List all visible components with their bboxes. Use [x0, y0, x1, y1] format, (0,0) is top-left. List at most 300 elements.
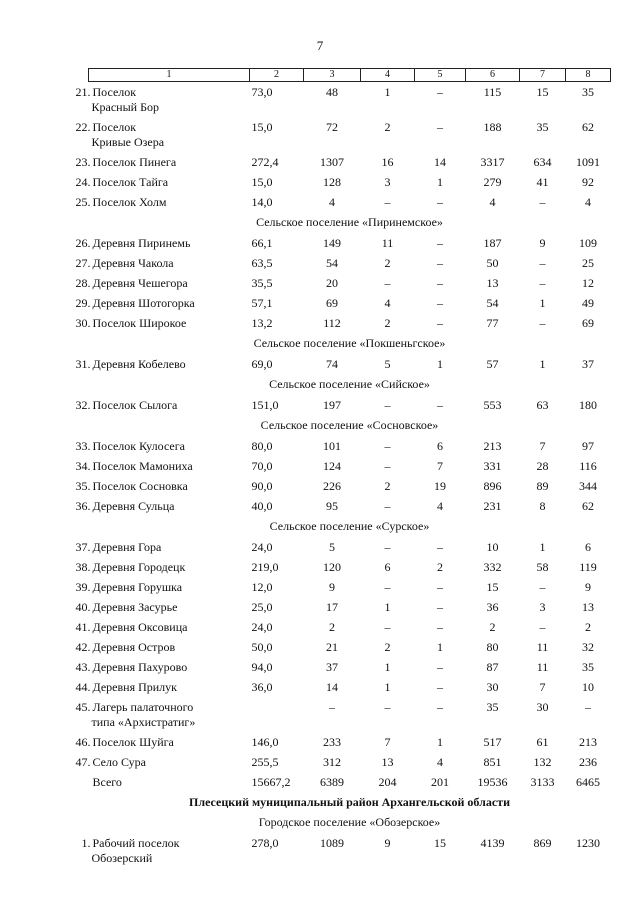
- value-cell-col-7: 8: [539, 499, 546, 513]
- row-number: 34.: [75, 459, 91, 473]
- value-cell-col-6: 331: [483, 459, 502, 473]
- settlement-name-cell: [75, 597, 250, 617]
- value-cell-col-5: 4: [437, 499, 443, 513]
- settlement-name: Село Сура: [92, 755, 146, 769]
- row-number: 47.: [75, 755, 91, 769]
- value-cell-col-7: 634: [533, 155, 552, 169]
- column-header-5: 5: [415, 69, 466, 82]
- row-number: 33.: [75, 439, 91, 453]
- section-heading-row: [89, 374, 611, 395]
- table-row: [89, 82, 611, 118]
- settlement-name-cell: [75, 436, 250, 456]
- row-number: 35.: [75, 479, 91, 493]
- table-row: [89, 253, 611, 273]
- value-cell-col-3: 37: [326, 660, 338, 674]
- value-cell-col-7: –: [539, 620, 546, 634]
- settlement-name-cell: [75, 537, 250, 557]
- settlement-name-cell: [75, 82, 250, 118]
- value-cell-col-2: 15,0: [251, 120, 273, 134]
- settlement-name-cell: [75, 557, 250, 577]
- value-cell-col-4: –: [384, 398, 391, 412]
- value-cell-col-5: 1: [437, 640, 443, 654]
- value-cell-col-2: 12,0: [251, 580, 273, 594]
- value-cell-col-6: 77: [486, 316, 499, 330]
- value-cell-col-3: 1089: [320, 836, 344, 850]
- row-number: 38.: [75, 560, 91, 574]
- value-cell-col-3: 21: [326, 640, 338, 654]
- value-cell-col-8: 69: [582, 316, 594, 330]
- value-cell-col-8: 13: [582, 600, 594, 614]
- header-row: [89, 69, 611, 82]
- value-cell-col-3: 233: [323, 735, 341, 749]
- value-cell-col-6: 87: [486, 660, 499, 674]
- column-header-2: 2: [250, 69, 304, 82]
- table-row: [89, 496, 611, 516]
- value-cell-col-5: –: [437, 85, 443, 99]
- value-cell-col-2: 66,1: [251, 236, 273, 250]
- row-number: 46.: [75, 735, 91, 749]
- value-cell-col-8: 25: [582, 256, 594, 270]
- section-heading-row: [89, 333, 611, 354]
- value-cell-col-4: 2: [384, 640, 391, 654]
- row-number: 40.: [75, 600, 91, 614]
- value-cell-col-5: –: [437, 540, 443, 554]
- settlement-name-cell: [81, 833, 250, 868]
- value-cell-col-6: 54: [486, 296, 499, 310]
- table-row: [89, 192, 611, 212]
- table-row: [89, 152, 611, 172]
- value-cell-col-4: 11: [381, 236, 394, 250]
- row-number: 1.: [81, 836, 91, 850]
- value-cell-col-4: 204: [378, 775, 397, 789]
- value-cell-col-3: 72: [326, 120, 338, 134]
- value-cell-col-2: 50,0: [251, 640, 273, 654]
- value-cell-col-4: 1: [384, 85, 391, 99]
- district-heading-row: [89, 792, 611, 812]
- value-cell-col-6: 115: [483, 85, 502, 99]
- value-cell-col-8: 344: [579, 479, 597, 493]
- settlement-name: Деревня Чакола: [92, 256, 174, 270]
- value-cell-col-6: 19536: [477, 775, 508, 789]
- value-cell-col-2: 73,0: [251, 85, 273, 99]
- value-cell-col-3: 54: [326, 256, 338, 270]
- row-number: 27.: [75, 256, 91, 270]
- table-row: [89, 657, 611, 677]
- value-cell-col-5: 14: [434, 155, 446, 169]
- value-cell-col-7: 11: [536, 640, 549, 654]
- value-cell-col-5: –: [437, 580, 443, 594]
- row-number: 42.: [75, 640, 91, 654]
- table-row: [89, 456, 611, 476]
- settlement-name: Поселок: [92, 120, 137, 134]
- value-cell-col-7: 132: [533, 755, 552, 769]
- value-cell-col-6: 15: [486, 580, 499, 594]
- value-cell-col-6: 3317: [480, 155, 505, 169]
- settlement-name-cell: [75, 354, 250, 374]
- value-cell-col-6: 35: [486, 700, 499, 714]
- value-cell-col-3: 9: [329, 580, 335, 594]
- value-cell-col-7: 9: [539, 236, 546, 250]
- value-cell-col-7: –: [539, 580, 546, 594]
- settlement-name-cell: [75, 617, 250, 637]
- value-cell-col-8: 10: [582, 680, 594, 694]
- settlement-name-cell: [75, 637, 250, 657]
- value-cell-col-5: –: [437, 195, 443, 209]
- value-cell-col-4: –: [384, 540, 391, 554]
- row-number: 21.: [75, 85, 91, 99]
- table-row: [89, 395, 611, 415]
- value-cell-col-4: 1: [384, 660, 391, 674]
- value-cell-col-3: 6389: [320, 775, 344, 789]
- value-cell-col-3: 197: [323, 398, 341, 412]
- value-cell-col-3: –: [329, 700, 335, 714]
- value-cell-col-4: 1: [384, 680, 391, 694]
- table-row: [89, 772, 611, 792]
- value-cell-col-2: [250, 697, 304, 732]
- value-cell-col-6: 279: [483, 175, 502, 189]
- value-cell-col-7: 3: [539, 600, 546, 614]
- value-cell-col-4: –: [384, 276, 391, 290]
- value-cell-col-8: 62: [582, 499, 594, 513]
- settlement-name-cell: [75, 496, 250, 516]
- value-cell-col-2: 15667,2: [251, 775, 291, 789]
- settlement-name-cell: [75, 577, 250, 597]
- settlement-name: Деревня Шотогорка: [92, 296, 195, 310]
- settlement-name-cell: [75, 293, 250, 313]
- value-cell-col-5: –: [437, 700, 443, 714]
- value-cell-col-8: 37: [582, 357, 594, 371]
- column-header-1: 1: [89, 69, 250, 82]
- section-heading-row: [89, 212, 611, 233]
- value-cell-col-7: –: [539, 256, 546, 270]
- settlement-name-cell: [75, 697, 250, 732]
- value-cell-col-2: 219,0: [251, 560, 279, 574]
- settlement-name: Деревня Пиринемь: [92, 236, 191, 250]
- section-heading: Сельское поселение «Сийское»: [269, 377, 430, 391]
- value-cell-col-4: 5: [384, 357, 391, 371]
- value-cell-col-4: 2: [384, 120, 391, 134]
- table-row: [89, 617, 611, 637]
- settlement-name: Деревня Пахурово: [92, 660, 188, 674]
- table-row: [89, 597, 611, 617]
- value-cell-col-7: 41: [536, 175, 549, 189]
- settlement-name: Поселок Сосновка: [92, 479, 188, 493]
- value-cell-col-6: 517: [483, 735, 502, 749]
- value-cell-col-2: 57,1: [251, 296, 273, 310]
- value-cell-col-6: 4139: [480, 836, 505, 850]
- value-cell-col-3: 74: [326, 357, 338, 371]
- section-heading-row: [89, 516, 611, 537]
- value-cell-col-3: 124: [323, 459, 341, 473]
- value-cell-col-7: –: [539, 316, 546, 330]
- value-cell-col-3: 14: [326, 680, 338, 694]
- value-cell-col-4: 2: [384, 479, 391, 493]
- value-cell-col-5: 7: [437, 459, 443, 473]
- settlement-name-line2: Обозерский: [91, 851, 153, 865]
- value-cell-col-2: 63,5: [251, 256, 273, 270]
- value-cell-col-2: 24,0: [251, 620, 273, 634]
- table-row: [89, 117, 611, 152]
- table-row: [89, 313, 611, 333]
- row-number: 31.: [75, 357, 91, 371]
- value-cell-col-7: 869: [533, 836, 552, 850]
- value-cell-col-6: 50: [486, 256, 499, 270]
- settlement-name-line2: типа «Архистратиг»: [91, 715, 196, 729]
- value-cell-col-2: 70,0: [251, 459, 273, 473]
- row-number: 32.: [75, 398, 91, 412]
- table-row: [89, 354, 611, 374]
- value-cell-col-7: –: [539, 195, 546, 209]
- value-cell-col-8: 32: [582, 640, 594, 654]
- value-cell-col-3: 312: [323, 755, 341, 769]
- settlement-name-cell: [75, 395, 250, 415]
- value-cell-col-4: 9: [384, 836, 391, 850]
- settlement-name: Поселок Мамониха: [92, 459, 193, 473]
- value-cell-col-8: 109: [579, 236, 597, 250]
- settlement-name-cell: [75, 273, 250, 293]
- value-cell-col-6: 13: [486, 276, 499, 290]
- value-cell-col-4: 2: [384, 256, 391, 270]
- value-cell-col-8: 62: [582, 120, 594, 134]
- value-cell-col-8: 1230: [576, 836, 600, 850]
- value-cell-col-5: 1: [437, 175, 443, 189]
- settlement-name: Поселок: [92, 85, 137, 99]
- settlement-name-cell: [75, 117, 250, 152]
- value-cell-col-2: 40,0: [251, 499, 273, 513]
- value-cell-col-6: 553: [483, 398, 502, 412]
- value-cell-col-6: 851: [483, 755, 502, 769]
- section-heading-row: [89, 415, 611, 436]
- column-header-7: 7: [520, 69, 566, 82]
- settlement-name: Деревня Гора: [92, 540, 162, 554]
- settlement-name: Всего: [92, 775, 122, 789]
- value-cell-col-5: 2: [437, 560, 443, 574]
- value-cell-col-5: –: [437, 296, 443, 310]
- value-cell-col-5: –: [437, 236, 443, 250]
- value-cell-col-4: –: [384, 700, 391, 714]
- table-row: [89, 233, 611, 253]
- settlement-name: Деревня Кобелево: [92, 357, 186, 371]
- value-cell-col-6: 30: [486, 680, 499, 694]
- table-row: [89, 752, 611, 772]
- value-cell-col-3: 101: [323, 439, 341, 453]
- table-row: [89, 172, 611, 192]
- row-number: 23.: [75, 155, 91, 169]
- value-cell-col-2: 15,0: [251, 175, 273, 189]
- value-cell-col-8: 2: [585, 620, 591, 634]
- value-cell-col-5: 1: [437, 735, 443, 749]
- settlements-table: [75, 68, 611, 868]
- value-cell-col-3: 149: [323, 236, 341, 250]
- value-cell-col-2: 25,0: [251, 600, 273, 614]
- value-cell-col-5: –: [437, 120, 443, 134]
- settlement-name: Лагерь палаточного: [92, 700, 194, 714]
- value-cell-col-5: –: [437, 398, 443, 412]
- row-number: 39.: [75, 580, 91, 594]
- row-number: 26.: [75, 236, 91, 250]
- settlement-name: Деревня Прилук: [92, 680, 177, 694]
- value-cell-col-6: 231: [483, 499, 502, 513]
- value-cell-col-3: 112: [323, 316, 341, 330]
- settlement-name: Поселок Тайга: [92, 175, 169, 189]
- value-cell-col-3: 2: [329, 620, 335, 634]
- settlement-name-cell: [75, 732, 250, 752]
- value-cell-col-7: 1: [539, 540, 546, 554]
- value-cell-col-2: 24,0: [251, 540, 273, 554]
- value-cell-col-2: 278,0: [251, 836, 279, 850]
- value-cell-col-8: 1091: [576, 155, 600, 169]
- settlement-name: Деревня Сульца: [92, 499, 175, 513]
- column-header-6: 6: [466, 69, 520, 82]
- settlement-name-cell: [75, 172, 250, 192]
- table-row: [89, 537, 611, 557]
- value-cell-col-5: 1: [437, 357, 443, 371]
- value-cell-col-6: 57: [486, 357, 499, 371]
- value-cell-col-8: 4: [585, 195, 591, 209]
- value-cell-col-2: 90,0: [251, 479, 273, 493]
- settlement-name-cell: [75, 233, 250, 253]
- row-number: 36.: [75, 499, 91, 513]
- settlement-name-cell: [75, 476, 250, 496]
- value-cell-col-5: –: [437, 620, 443, 634]
- value-cell-col-7: 7: [539, 439, 546, 453]
- table-row: [89, 637, 611, 657]
- value-cell-col-2: 35,5: [251, 276, 273, 290]
- value-cell-col-7: 35: [536, 120, 549, 134]
- value-cell-col-3: 128: [323, 175, 341, 189]
- value-cell-col-4: 2: [384, 316, 391, 330]
- value-cell-col-3: 48: [326, 85, 338, 99]
- value-cell-col-5: –: [437, 276, 443, 290]
- value-cell-col-3: 5: [329, 540, 335, 554]
- row-number: 44.: [75, 680, 91, 694]
- value-cell-col-8: 180: [579, 398, 597, 412]
- value-cell-col-8: 6: [585, 540, 591, 554]
- table-row: [89, 577, 611, 597]
- value-cell-col-4: –: [384, 439, 391, 453]
- value-cell-col-8: 119: [579, 560, 597, 574]
- district-heading: Плесецкий муниципальный район Архангельской области: [189, 795, 510, 809]
- table-row: [89, 476, 611, 496]
- table-row: [89, 697, 611, 732]
- table-row: [89, 557, 611, 577]
- row-number: 45.: [75, 700, 91, 714]
- value-cell-col-5: 4: [437, 755, 443, 769]
- section-heading: Городское поселение «Обозерское»: [258, 815, 441, 829]
- value-cell-col-8: 49: [582, 296, 594, 310]
- value-cell-col-7: 61: [536, 735, 549, 749]
- column-header-3: 3: [304, 69, 361, 82]
- value-cell-col-7: 15: [536, 85, 549, 99]
- column-header-8: 8: [566, 69, 611, 82]
- settlement-name-cell: [75, 677, 250, 697]
- value-cell-col-8: 97: [582, 439, 594, 453]
- value-cell-col-6: 188: [483, 120, 502, 134]
- row-number: 22.: [75, 120, 91, 134]
- table-row: [89, 732, 611, 752]
- row-number: 29.: [75, 296, 91, 310]
- value-cell-col-6: 332: [483, 560, 502, 574]
- value-cell-col-8: 213: [579, 735, 597, 749]
- value-cell-col-5: –: [437, 660, 443, 674]
- settlement-name: Поселок Кулосега: [92, 439, 185, 453]
- value-cell-col-7: 11: [536, 660, 549, 674]
- value-cell-col-5: –: [437, 600, 443, 614]
- value-cell-col-4: 4: [384, 296, 391, 310]
- settlement-name: Поселок Широкое: [92, 316, 187, 330]
- value-cell-col-8: 9: [585, 580, 591, 594]
- value-cell-col-2: 94,0: [251, 660, 273, 674]
- settlement-name: Поселок Пинега: [92, 155, 177, 169]
- value-cell-col-4: –: [384, 620, 391, 634]
- value-cell-col-7: 1: [539, 357, 546, 371]
- value-cell-col-5: 15: [434, 836, 446, 850]
- value-cell-col-6: 10: [486, 540, 499, 554]
- value-cell-col-7: 28: [536, 459, 549, 473]
- value-cell-col-2: 80,0: [251, 439, 273, 453]
- table-header: [89, 69, 611, 82]
- value-cell-col-7: –: [539, 276, 546, 290]
- value-cell-col-2: 146,0: [251, 735, 279, 749]
- value-cell-col-7: 3133: [530, 775, 555, 789]
- value-cell-col-2: 272,4: [251, 155, 279, 169]
- settlement-name: Рабочий поселок: [92, 836, 180, 850]
- value-cell-col-8: 116: [579, 459, 597, 473]
- settlement-name: Поселок Сылога: [92, 398, 178, 412]
- settlement-name-line2: Красный Бор: [91, 100, 159, 114]
- value-cell-col-2: 151,0: [251, 398, 279, 412]
- settlement-name: Поселок Холм: [92, 195, 167, 209]
- column-header-4: 4: [361, 69, 415, 82]
- section-heading-row: [89, 812, 611, 833]
- value-cell-col-3: 1307: [320, 155, 344, 169]
- value-cell-col-6: 2: [489, 620, 496, 634]
- value-cell-col-6: 187: [483, 236, 502, 250]
- value-cell-col-5: –: [437, 256, 443, 270]
- page-number: 7: [316, 38, 324, 53]
- settlement-name-cell: [89, 772, 250, 792]
- value-cell-col-4: 7: [384, 735, 391, 749]
- value-cell-col-7: 63: [536, 398, 549, 412]
- table-row: [89, 436, 611, 456]
- settlement-name-cell: [75, 456, 250, 476]
- value-cell-col-5: –: [437, 316, 443, 330]
- table-row: [89, 273, 611, 293]
- value-cell-col-8: 35: [582, 660, 594, 674]
- value-cell-col-3: 120: [323, 560, 341, 574]
- settlement-name-line2: Кривые Озера: [91, 135, 165, 149]
- table-row: [89, 293, 611, 313]
- value-cell-col-8: 236: [579, 755, 597, 769]
- value-cell-col-4: 6: [384, 560, 391, 574]
- value-cell-col-2: 14,0: [251, 195, 273, 209]
- settlement-name: Поселок Шуйга: [92, 735, 174, 749]
- settlement-name: Деревня Горушка: [92, 580, 183, 594]
- value-cell-col-4: –: [384, 459, 391, 473]
- value-cell-col-4: 13: [381, 755, 394, 769]
- value-cell-col-3: 226: [323, 479, 341, 493]
- value-cell-col-3: 95: [326, 499, 338, 513]
- section-heading: Сельское поселение «Сосновское»: [260, 418, 439, 432]
- value-cell-col-3: 17: [326, 600, 338, 614]
- value-cell-col-4: 3: [384, 175, 391, 189]
- value-cell-col-6: 36: [486, 600, 499, 614]
- value-cell-col-8: 12: [582, 276, 594, 290]
- value-cell-col-2: 255,5: [251, 755, 279, 769]
- value-cell-col-3: 4: [329, 195, 335, 209]
- settlement-name-cell: [75, 313, 250, 333]
- section-heading: Сельское поселение «Сурское»: [269, 519, 430, 533]
